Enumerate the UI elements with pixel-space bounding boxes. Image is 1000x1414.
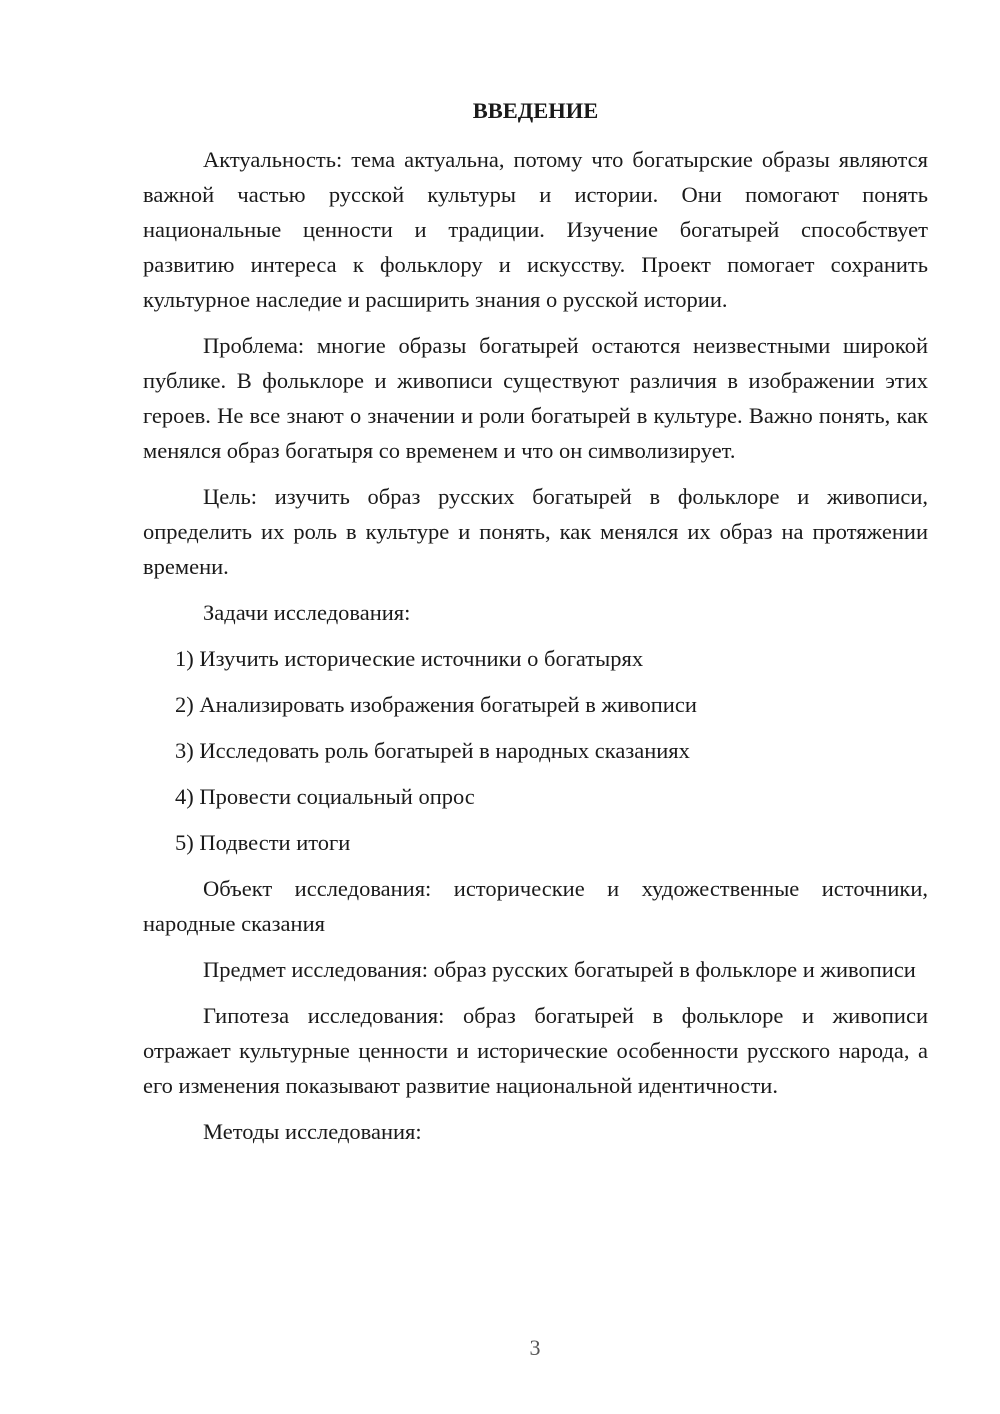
page-number: 3: [529, 1335, 541, 1360]
subject-paragraph: Предмет исследования: образ русских богатырей в фольклоре и живописи: [203, 957, 916, 982]
object-paragraph: Объект исследования: исторические и художественные источники, народные сказания: [143, 876, 928, 936]
goal-paragraph: Цель: изучить образ русских богатырей в фольклоре и живописи, определить их роль в культуре и понять, как менялся их образ на протяжении времени.: [143, 484, 928, 579]
page-content: [143, 93, 928, 1160]
hypothesis-paragraph: Гипотеза исследования: образ богатырей в фольклоре и живописи отражает культурные ценности и исторические особенности русского народа, а его изменения показывают развитие национальной идентичности.: [143, 1003, 928, 1098]
problem-paragraph: Проблема: многие образы богатырей остаются неизвестными широкой публике. В фольклоре и живописи существуют различия в изображении этих героев. Не все знают о значении и роли богатырей в культуре. Важно понять, как менялся образ богатыря со временем и что он символизирует.: [143, 333, 928, 463]
task-item: 3) Исследовать роль богатырей в народных сказаниях: [175, 738, 690, 763]
methods-heading: Методы исследования:: [203, 1119, 422, 1144]
tasks-list: [143, 641, 928, 860]
task-item: 1) Изучить исторические источники о богатырях: [175, 646, 644, 671]
page-title: ВВЕДЕНИЕ: [472, 98, 599, 123]
task-item: 5) Подвести итоги: [175, 830, 351, 855]
task-item: 4) Провести социальный опрос: [175, 784, 475, 809]
relevance-paragraph: Актуальность: тема актуальна, потому что богатырские образы являются важной частью русской культуры и истории. Они помогают понять национальные ценности и традиции. Изучение богатырей способствует развитию интереса к фольклору и искусству. Проект помогает сохранить культурное наследие и расширить знания о русской истории.: [143, 147, 928, 312]
task-item: 2) Анализировать изображения богатырей в живописи: [175, 692, 697, 717]
tasks-heading: Задачи исследования:: [203, 600, 411, 625]
